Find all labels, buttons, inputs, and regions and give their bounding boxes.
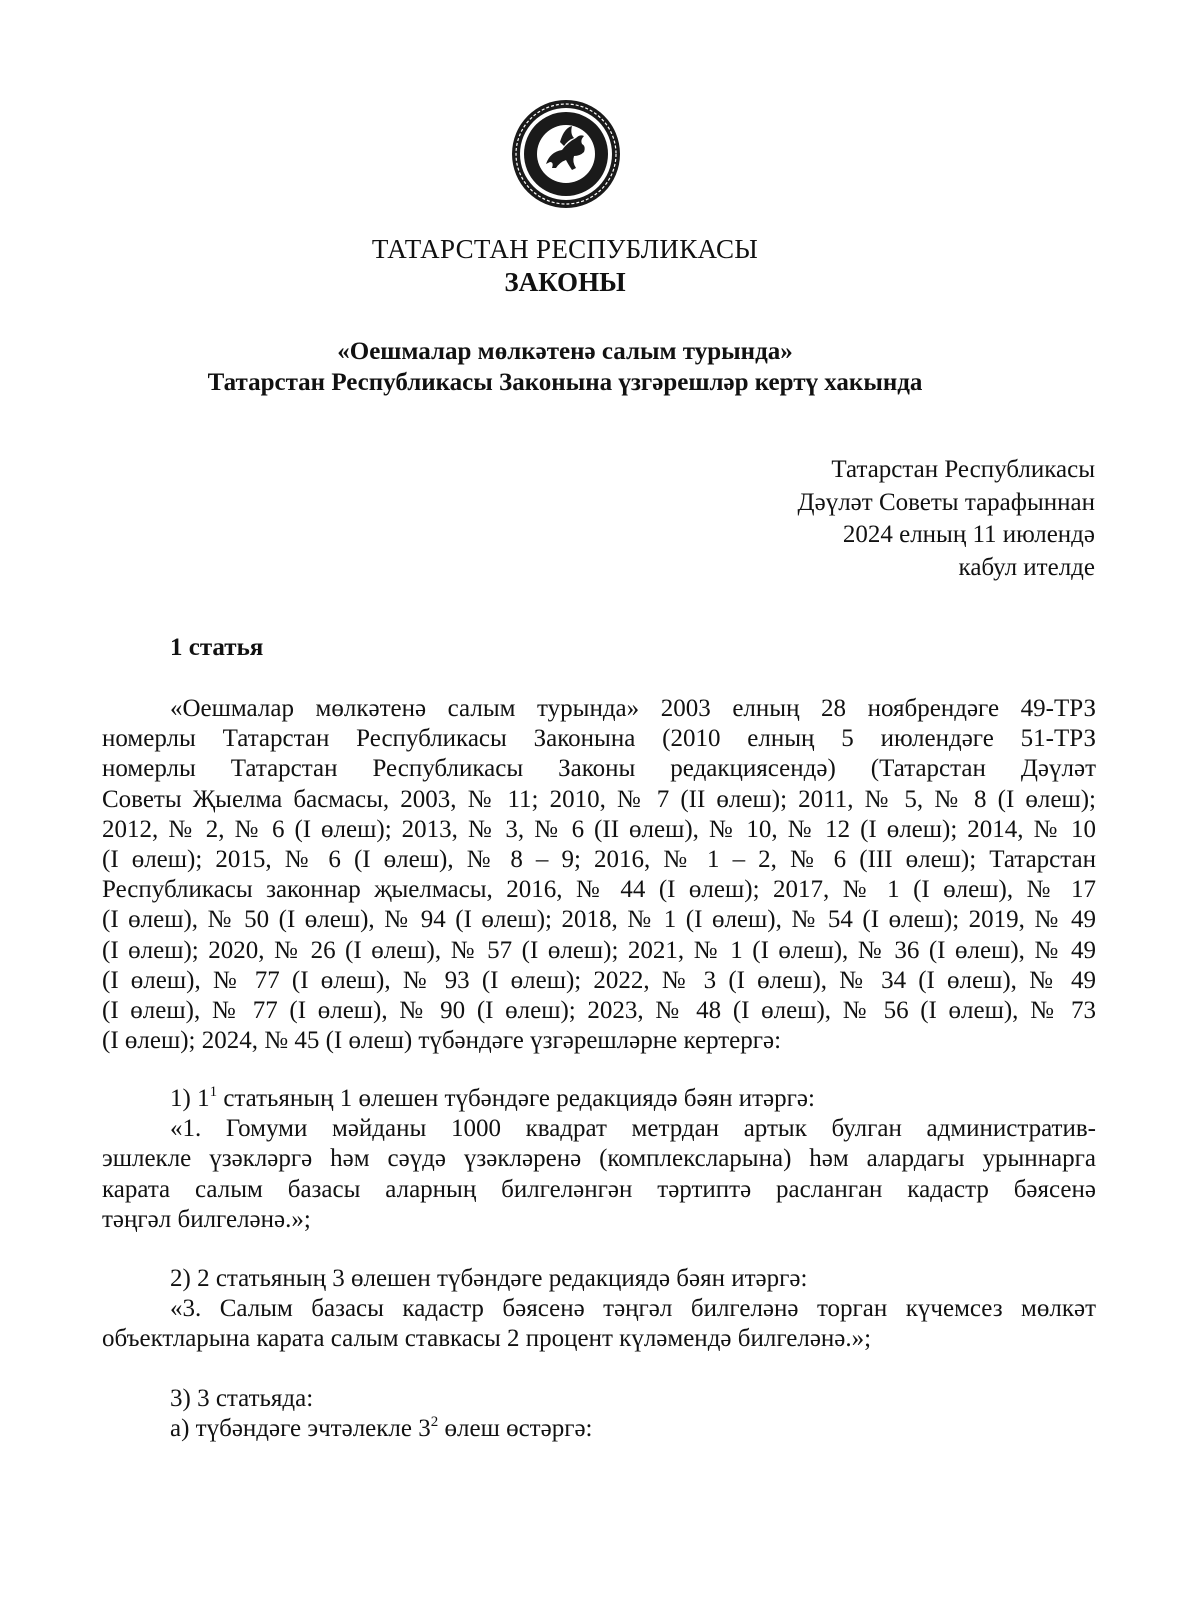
item-3-sub-a [102,1414,1096,1444]
item-3 [102,1384,1096,1444]
item-1-intro [102,1084,1096,1114]
quote-line: тәңгәл билгеләнә.»; [102,1205,311,1233]
article-paragraph [102,694,1096,1056]
item-3-sub-a-prefix: а) түбәндәге эчтәлекле 3 [170,1415,431,1443]
item-1-intro-prefix: 1) 1 [170,1085,210,1112]
republic-title: ТАТАРСТАН РЕСПУБЛИКАСЫ [371,234,759,264]
law-title: ЗАКОНЫ [504,267,626,297]
quote-line: карата салым базасы аларның билгеләнгән тәртиптә расланган кадастр бәясенә [102,1175,1096,1203]
article-heading: 1 статья [170,634,264,661]
item-2-intro: 2) 2 статьяның 3 өлешен түбәндәге редакциядә бәян итәргә: [170,1265,808,1292]
adoption-line: Дәүләт Советы тарафыннан [797,488,1095,516]
tatarstan-emblem-icon [510,98,622,210]
paragraph-line: (I өлеш); 2020, № 26 (I өлеш), № 57 (I өлеш); 2021, № 1 (I өлеш), № 36 (I өлеш), № 49 [102,936,1096,964]
paragraph-line: (I өлеш), № 77 (I өлеш), № 90 (I өлеш); 2023, № 48 (I өлеш), № 56 (I өлеш), № 73 [102,996,1096,1024]
item-2 [102,1264,1096,1355]
paragraph-line: номерлы Татарстан Республикасы Законына (2010 елның 5 июлендәге 51-ТРЗ [102,725,1096,753]
paragraph-line: (I өлеш); 2015, № 6 (I өлеш), № 8 – 9; 2016, № 1 – 2, № 6 (III өлеш); Татарстан [102,845,1096,873]
paragraph-line: (I өлеш), № 77 (I өлеш), № 93 (I өлеш); 2022, № 3 (I өлеш), № 34 (I өлеш), № 49 [102,966,1096,994]
adoption-line: кабул ителде [958,553,1095,581]
paragraph-line: Советы Җыелма басмасы, 2003, № 11; 2010, № 7 (II өлеш); 2011, № 5, № 8 (I өлеш); [102,785,1096,813]
adoption-line: 2024 елның 11 июлендә [842,521,1095,548]
item-3-sub-a-superscript: 2 [430,1414,439,1431]
paragraph-line: (I өлеш), № 50 (I өлеш), № 94 (I өлеш); 2018, № 1 (I өлеш), № 54 (I өлеш); 2019, № 49 [102,906,1096,934]
paragraph-line: (I өлеш); 2024, № 45 (I өлеш) түбәндәге үзгәрешләрне кертергә: [102,1027,782,1055]
paragraph-line: Республикасы законнар җыелмасы, 2016, № 44 (I өлеш); 2017, № 1 (I өлеш), № 17 [102,876,1096,904]
law-name-line-2: Татарстан Республикасы Законына үзгәрешләр кертү хакында [207,369,923,396]
item-1 [102,1084,1096,1235]
paragraph-line: номерлы Татарстан Республикасы Законы редакциясендә) (Татарстан Дәүләт [102,755,1096,783]
item-1-intro-suffix: статьяның 1 өлешен түбәндәге редакциядә бәян итәргә: [217,1085,815,1112]
adoption-line: Татарстан Республикасы [831,456,1095,483]
law-name-line-1: «Оешмалар мөлкәтенә салым турында» [337,338,793,365]
quote-line: «3. Салым базасы кадастр бәясенә тәңгәл билгеләнә торган күчемсез мөлкәт [170,1295,1096,1323]
quote-line: «1. Гомуми мәйданы 1000 квадрат метрдан артык булган административ- [170,1115,1096,1143]
paragraph-line: «Оешмалар мөлкәтенә салым турында» 2003 елның 28 ноябрендәге 49-ТРЗ [170,695,1096,722]
quote-line: объектларына карата салым ставкасы 2 процент күләмендә билгеләнә.»; [102,1325,872,1353]
adoption-block [798,454,1095,584]
quote-line: эшлекле үзәкләргә һәм сәүдә үзәкләренә (комплексларына) һәм алардагы урыннарга [102,1145,1096,1173]
item-1-intro-superscript: 1 [209,1084,218,1100]
item-3-sub-a-suffix: өлеш өстәргә: [438,1415,593,1443]
item-3-intro: 3) 3 статьяда: [170,1385,314,1412]
paragraph-line: 2012, № 2, № 6 (I өлеш); 2013, № 3, № 6 (II өлеш), № 10, № 12 (I өлеш); 2014, № 10 [102,815,1096,843]
